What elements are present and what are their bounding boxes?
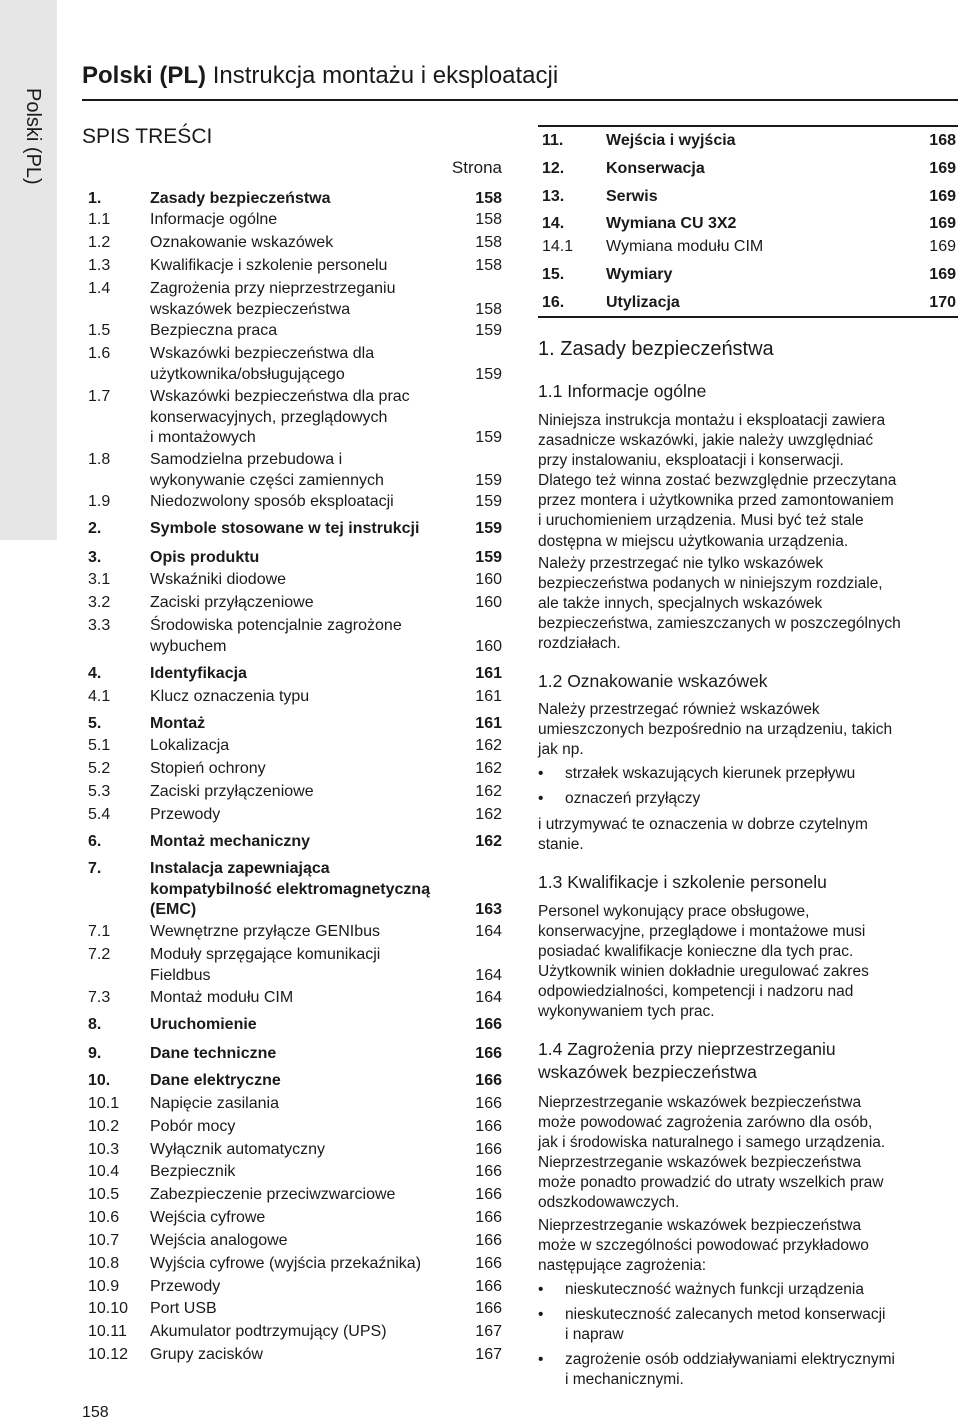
toc-entry[interactable] (88, 321, 502, 342)
toc-entry-page: 162 (475, 737, 502, 754)
toc-entry-page: 159 (475, 549, 502, 566)
toc-entry-title: Montaż (150, 715, 206, 732)
section-1-1-paragraph-2: Należy przestrzegać nie tylko wskazówek bezpieczeństwa podanych w niniejszym rozdziale, ale także innych, specjalnych wskazówek bezpieczeństwa, zamieszczanych w poszczególnych rozdziałach. (538, 555, 901, 653)
toc-entry-number: 7.1 (88, 923, 111, 940)
toc-entry-number: 4. (88, 665, 102, 682)
toc-entry-number: 1.2 (88, 234, 111, 251)
toc-entry-number: 1. (88, 190, 102, 207)
toc-entry-number: 7. (88, 860, 102, 877)
toc-entry-page: 166 (475, 1045, 502, 1062)
toc-entry[interactable] (88, 1117, 502, 1138)
toc-entry-page: 166 (475, 1016, 502, 1033)
toc-entry-number: 10.10 (88, 1300, 129, 1317)
bullet-text: strzałek wskazujących kierunek przepływu (565, 765, 856, 782)
toc-entry-number: 7.3 (88, 989, 111, 1006)
toc-entry-page: 166 (475, 1255, 502, 1272)
toc-entry[interactable] (88, 832, 502, 853)
toc-entry[interactable] (88, 922, 502, 943)
toc-entry-title: Klucz oznaczenia typu (150, 688, 310, 705)
toc-entry-number: 1.6 (88, 345, 111, 362)
toc-entry-number: 10.7 (88, 1232, 120, 1249)
toc-entry-title: Napięcie zasilania (150, 1095, 279, 1112)
toc-entry[interactable] (88, 1277, 502, 1298)
toc-entry[interactable] (542, 159, 956, 180)
toc-entry-title: Stopień ochrony (150, 760, 266, 777)
toc-entry[interactable] (88, 945, 502, 986)
toc-entry-title: Środowiska potencjalnie zagrożone wybuchem (150, 617, 402, 655)
toc-entry-number: 8. (88, 1016, 102, 1033)
section-1-4-paragraph-2: Nieprzestrzeganie wskazówek bezpieczeństwa może w szczególności powodować przykładowo następujące zagrożenia: (538, 1217, 869, 1275)
toc-entry-page: 166 (475, 1278, 502, 1295)
toc-page-column-header: Strona (451, 158, 502, 177)
toc-entry-number: 3.2 (88, 594, 111, 611)
toc-entry-title: Wskaźniki diodowe (150, 571, 287, 588)
toc-entry-title: Zabezpieczenie przeciwzwarciowe (150, 1186, 396, 1203)
toc-entry-page: 169 (929, 160, 956, 177)
toc-entry[interactable] (88, 664, 502, 685)
bullet-dot: • (538, 790, 544, 807)
toc-entry[interactable] (88, 1208, 502, 1229)
toc-entry-page: 158 (475, 211, 502, 228)
document-title (82, 62, 558, 90)
toc-entry[interactable] (88, 1162, 502, 1183)
toc-entry-page: 166 (475, 1209, 502, 1226)
toc-entry[interactable] (542, 293, 956, 314)
toc-entry[interactable] (542, 214, 956, 235)
toc-entry[interactable] (88, 279, 502, 320)
toc-entry[interactable] (88, 1071, 502, 1092)
bullet-text: nieskuteczność ważnych funkcji urządzenia (565, 1281, 864, 1298)
toc-entry-page: 159 (475, 365, 502, 383)
section-1-2-paragraph-2: i utrzymywać te oznaczenia w dobrze czytelnym stanie. (538, 816, 868, 854)
toc-entry-page: 166 (475, 1232, 502, 1249)
toc-entry-page: 166 (475, 1163, 502, 1180)
toc-entry[interactable] (88, 1094, 502, 1115)
toc-entry-title: Zaciski przyłączeniowe (150, 594, 314, 611)
section-1-4-paragraph-1: Nieprzestrzeganie wskazówek bezpieczeństwa może powodować zagrożenia zarówno dla osób, jak i środowiska naturalnego i samego urządzenia. Nieprzestrzeganie wskazówek bezpieczeństwa może ponadto prowadzić do utraty wszelkich praw odszkodowawczych. (538, 1094, 886, 1212)
toc-entry-title: Akumulator podtrzymujący (UPS) (150, 1323, 387, 1340)
toc-entry-page: 169 (929, 215, 956, 232)
toc-entry-title: Niedozwolony sposób eksploatacji (150, 493, 394, 510)
toc-entry-number: 1.3 (88, 257, 111, 274)
section-1-3-paragraph: Personel wykonujący prace obsługowe, konserwacyjne, przeglądowe i montażowe musi posiadać kwalifikacje konieczne dla tych prac. Użytkownik winien dokładnie uregulować zakres odpowiedzialności, kompetencji i nadzoru nad wykonywaniem tych prac. (538, 903, 869, 1021)
toc-entry[interactable] (88, 256, 502, 277)
section-1-heading: 1. Zasady bezpieczeństwa (538, 338, 774, 360)
bullet-text: nieskuteczność zalecanych metod konserwacji i napraw (565, 1306, 886, 1344)
toc-entry-page: 167 (475, 1323, 502, 1340)
toc-entry-title: Wskazówki bezpieczeństwa dla użytkownika/obsługującego (150, 345, 375, 383)
toc-entry[interactable] (88, 1185, 502, 1206)
section-1-4-heading: 1.4 Zagrożenia przy nieprzestrzeganiu wskazówek bezpieczeństwa (538, 1039, 836, 1082)
toc-entry-number: 13. (542, 188, 565, 205)
toc-entry-title: Moduły sprzęgające komunikacji Fieldbus (150, 946, 381, 984)
toc-entry-page: 159 (475, 429, 502, 446)
toc-entry-page: 160 (475, 571, 502, 588)
toc-entry-page: 162 (475, 783, 502, 800)
toc-entry-title: Grupy zacisków (150, 1346, 263, 1363)
toc-entry-title: Wejścia i wyjścia (606, 132, 736, 149)
toc-entry-title: Uruchomienie (150, 1016, 257, 1033)
toc-entry-number: 1.8 (88, 451, 111, 468)
toc-entry[interactable] (542, 187, 956, 208)
toc-entry-page: 166 (475, 1118, 502, 1135)
section-1-3-heading: 1.3 Kwalifikacje i szkolenie personelu (538, 872, 827, 892)
bullet-dot: • (538, 1351, 544, 1368)
toc-entry-title: Wskazówki bezpieczeństwa dla prac konserwacyjnych, przeglądowych i montażowych (150, 388, 410, 446)
toc-entry-page: 169 (929, 266, 956, 283)
toc-entry-page: 166 (475, 1300, 502, 1317)
toc-entry[interactable] (88, 1345, 502, 1366)
toc-entry-number: 11. (542, 132, 564, 149)
toc-entry-page: 164 (475, 966, 502, 984)
toc-entry-number: 5.2 (88, 760, 111, 777)
page-number: 158 (82, 1404, 109, 1421)
toc-entry-page: 159 (475, 493, 502, 510)
toc-entry-number: 2. (88, 520, 102, 537)
toc-entry-number: 10.4 (88, 1163, 120, 1180)
toc-entry-title: Przewody (150, 1278, 221, 1295)
toc-entry-page: 162 (475, 806, 502, 823)
toc-entry[interactable] (88, 593, 502, 614)
toc-entry-title: Wyłącznik automatyczny (150, 1141, 326, 1158)
toc-heading: SPIS TREŚCI (82, 125, 213, 148)
toc-entry-number: 14. (542, 215, 565, 232)
toc-entry[interactable] (88, 859, 502, 921)
toc-entry-title: Montaż mechaniczny (150, 833, 311, 850)
toc-entry-title: Montaż modułu CIM (150, 989, 294, 1006)
toc-entry-page: 158 (475, 300, 502, 318)
toc-entry-title: Opis produktu (150, 549, 260, 566)
toc-entry[interactable] (88, 387, 502, 449)
toc-entry[interactable] (88, 1044, 502, 1065)
bullet-dot: • (538, 1306, 544, 1323)
toc-entry-page: 160 (475, 637, 502, 655)
toc-entry-title: Wymiana CU 3X2 (606, 215, 737, 232)
toc-entry-title: Przewody (150, 806, 221, 823)
toc-entry[interactable] (88, 450, 502, 491)
toc-entry[interactable] (88, 570, 502, 591)
toc-entry-number: 1.7 (88, 388, 111, 405)
toc-entry-number: 16. (542, 294, 565, 311)
toc-entry-title: Wewnętrzne przyłącze GENIbus (150, 923, 381, 940)
toc-entry-title: Kwalifikacje i szkolenie personelu (150, 257, 388, 274)
toc-entry-number: 12. (542, 160, 565, 177)
toc-entry-number: 15. (542, 266, 565, 283)
toc-entry-page: 158 (475, 257, 502, 274)
section-1-1-paragraph-1: Niniejsza instrukcja montażu i eksploatacji zawiera zasadnicze wskazówki, jakie należy uwzględniać przy instalowaniu, eksploatacji i konserwacji. Dlatego też winna zostać bezwzględnie przeczytana przez montera i użytkownika przed zamontowaniem i uruchomieniem urządzenia. Musi być też stale dostępna w miejscu użytkowania urządzenia. (538, 412, 897, 550)
toc-entry[interactable] (88, 805, 502, 826)
toc-entry-page: 161 (475, 688, 502, 705)
toc-entry-title: Wyjścia cyfrowe (wyjścia przekaźnika) (150, 1255, 422, 1272)
toc-entry-page: 159 (475, 520, 502, 537)
toc-entry-page: 169 (929, 238, 956, 255)
toc-entry-number: 5.1 (88, 737, 111, 754)
toc-entry[interactable] (88, 210, 502, 231)
toc-entry[interactable] (88, 687, 502, 708)
toc-entry[interactable] (88, 1254, 502, 1275)
toc-entry-number: 5. (88, 715, 102, 732)
toc-right-bottom-rule (538, 316, 958, 318)
toc-entry-number: 5.4 (88, 806, 111, 823)
toc-entry-number: 3. (88, 549, 102, 566)
toc-entry-page: 158 (475, 190, 502, 207)
toc-entry-title: Utylizacja (606, 294, 680, 311)
toc-entry-title: Zasady bezpieczeństwa (150, 190, 331, 207)
toc-entry-page: 166 (475, 1072, 502, 1089)
bullet-text: oznaczeń przyłączy (565, 790, 701, 807)
toc-entry-page: 162 (475, 760, 502, 777)
toc-entry-number: 10.11 (88, 1323, 127, 1340)
toc-entry-title: Instalacja zapewniająca kompatybilność elektromagnetyczną (EMC) (150, 860, 431, 918)
toc-entry-page: 170 (929, 294, 956, 311)
toc-entry-title: Wymiary (606, 266, 673, 283)
toc-entry[interactable] (88, 1231, 502, 1252)
toc-entry[interactable] (542, 265, 956, 286)
toc-entry-page: 166 (475, 1186, 502, 1203)
toc-entry-number: 10.6 (88, 1209, 120, 1226)
toc-entry-title: Zaciski przyłączeniowe (150, 783, 314, 800)
toc-entry-number: 1.1 (88, 211, 111, 228)
toc-entry[interactable] (88, 1015, 502, 1036)
toc-entry[interactable] (88, 616, 502, 657)
toc-entry[interactable] (88, 492, 502, 513)
toc-entry-title: Wejścia analogowe (150, 1232, 288, 1249)
toc-entry-page: 163 (475, 901, 502, 918)
toc-entry[interactable] (88, 1299, 502, 1320)
toc-entry[interactable] (88, 782, 502, 803)
toc-entry-number: 4.1 (88, 688, 111, 705)
toc-entry-title: Samodzielna przebudowa i wykonywanie części zamiennych (150, 451, 384, 489)
side-tab-label: Polski (PL) (22, 88, 44, 185)
toc-entry-page: 161 (475, 715, 502, 732)
toc-entry-title: Symbole stosowane w tej instrukcji (150, 520, 420, 537)
bullet-text: zagrożenie osób oddziaływaniami elektrycznymi i mechanicznymi. (565, 1351, 895, 1389)
section-1-1-heading: 1.1 Informacje ogólne (538, 381, 707, 401)
toc-entry-page: 166 (475, 1141, 502, 1158)
title-rule (82, 99, 958, 101)
toc-entry-page: 168 (929, 132, 956, 149)
toc-entry-title: Serwis (606, 188, 658, 205)
toc-entry-number: 1.9 (88, 493, 111, 510)
toc-entry-title: Bezpieczna praca (150, 322, 278, 339)
toc-entry-number: 3.3 (88, 617, 111, 634)
toc-entry-page: 167 (475, 1346, 502, 1363)
document-title-text: Instrukcja montażu i eksploatacji (206, 62, 559, 89)
toc-entry-number: 1.4 (88, 280, 111, 297)
toc-entry-number: 6. (88, 833, 102, 850)
toc-entry-page: 169 (929, 188, 956, 205)
toc-entry-number: 10.3 (88, 1141, 120, 1158)
toc-entry-title: Identyfikacja (150, 665, 247, 682)
toc-entry[interactable] (542, 237, 956, 258)
toc-entry-title: Wymiana modułu CIM (606, 238, 764, 255)
toc-entry[interactable] (542, 131, 956, 152)
bullet-dot: • (538, 1281, 544, 1298)
toc-entry-number: 10.12 (88, 1346, 129, 1363)
toc-entry-page: 161 (475, 665, 502, 682)
toc-entry-number: 1.5 (88, 322, 111, 339)
toc-entry[interactable] (88, 988, 502, 1009)
toc-entry-title: Informacje ogólne (150, 211, 278, 228)
toc-entry-title: Lokalizacja (150, 737, 230, 754)
document-title-language: Polski (PL) (82, 62, 207, 89)
toc-entry-number: 5.3 (88, 783, 111, 800)
toc-entry[interactable] (88, 759, 502, 780)
toc-entry-title: Wejścia cyfrowe (150, 1209, 266, 1226)
toc-entry[interactable] (88, 736, 502, 757)
toc-entry[interactable] (88, 519, 502, 540)
toc-entry[interactable] (88, 714, 502, 735)
section-1-2-heading: 1.2 Oznakowanie wskazówek (538, 671, 768, 691)
toc-entry-title: Pobór mocy (150, 1118, 236, 1135)
toc-entry-title: Oznakowanie wskazówek (150, 234, 334, 251)
toc-entry[interactable] (88, 1140, 502, 1161)
toc-entry-page: 160 (475, 594, 502, 611)
toc-entry-page: 159 (475, 471, 502, 489)
toc-entry-number: 7.2 (88, 946, 111, 963)
toc-entry-title: Bezpiecznik (150, 1163, 236, 1180)
toc-entry[interactable] (88, 548, 502, 569)
toc-entry-title: Konserwacja (606, 160, 705, 177)
toc-entry-number: 9. (88, 1045, 102, 1062)
toc-entry[interactable] (88, 1322, 502, 1343)
toc-entry-number: 10.1 (88, 1095, 120, 1112)
toc-entry-number: 10.8 (88, 1255, 120, 1272)
toc-entry-page: 158 (475, 234, 502, 251)
toc-entry-number: 10.2 (88, 1118, 120, 1135)
toc-entry[interactable] (88, 233, 502, 254)
toc-entry-number: 10.9 (88, 1278, 120, 1295)
toc-entry[interactable] (88, 344, 502, 385)
toc-entry-title: Port USB (150, 1300, 217, 1317)
side-language-tab (0, 0, 57, 540)
toc-entry-title: Zagrożenia przy nieprzestrzeganiu wskazówek bezpieczeństwa (150, 280, 396, 318)
toc-entry-number: 14.1 (542, 238, 574, 255)
toc-entry-page: 164 (475, 989, 502, 1006)
toc-entry-page: 159 (475, 322, 502, 339)
section-1-2-paragraph-1: Należy przestrzegać również wskazówek umieszczonych bezpośrednio na urządzeniu, takich jak np. (538, 701, 893, 759)
toc-right-top-rule (538, 125, 958, 127)
toc-entry[interactable] (88, 189, 502, 210)
toc-entry-number: 10.5 (88, 1186, 120, 1203)
toc-entry-title: Dane elektryczne (150, 1072, 281, 1089)
toc-entry-number: 10. (88, 1072, 111, 1089)
toc-entry-title: Dane techniczne (150, 1045, 277, 1062)
toc-entry-number: 3.1 (88, 571, 111, 588)
bullet-dot: • (538, 765, 544, 782)
toc-entry-page: 166 (475, 1095, 502, 1112)
toc-entry-page: 164 (475, 923, 502, 940)
toc-entry-page: 162 (475, 833, 502, 850)
